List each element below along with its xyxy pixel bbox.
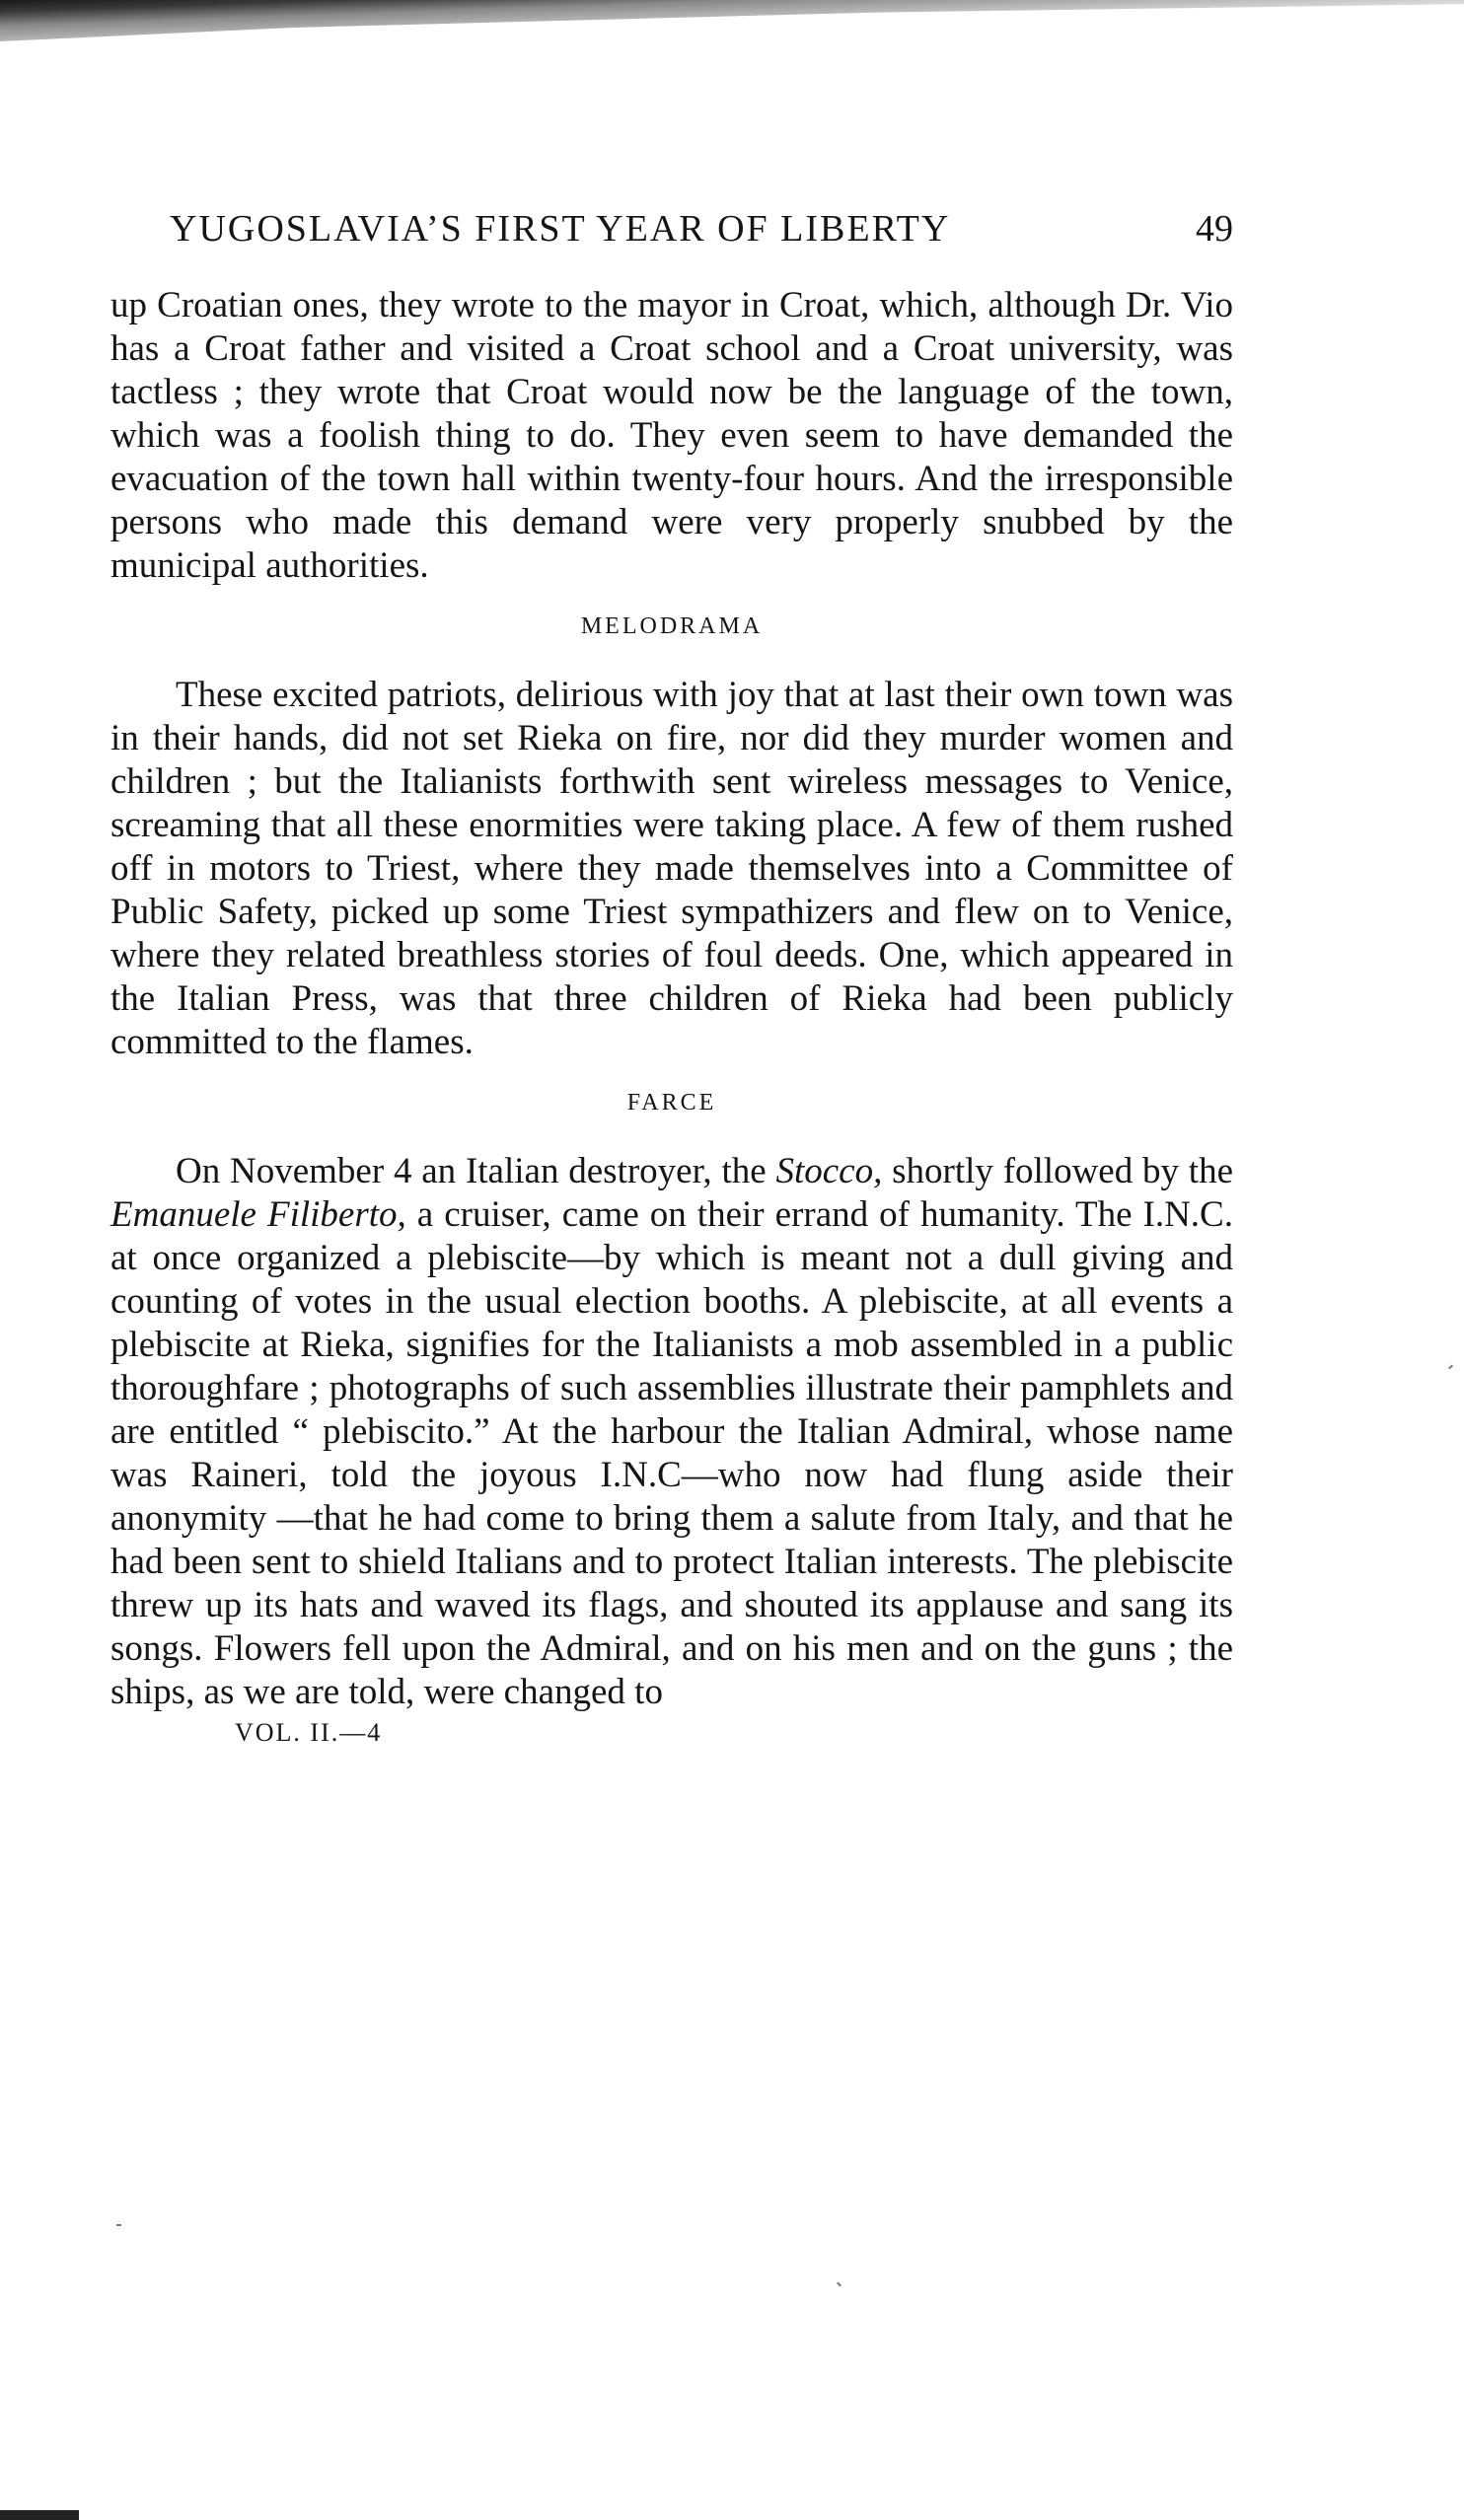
farce-text-start: On November 4 an Italian destroyer, the (176, 1151, 776, 1191)
scan-speck (116, 2224, 121, 2226)
paragraph-continued: up Croatian ones, they wrote to the mayor in Croat, which, although Dr. Vio has a Croat father and visited a Croat school and a Croat university, was tactless ; they wrote that Croat would now be the language of the town, which was a foolish thing to do. They even seem to have demanded the evacuation of the town hall within twenty-four hours. And the irresponsible persons who made this demand were very properly snubbed by the municipal authorities. (110, 285, 1233, 586)
ship-name-emanuele-filiberto: Emanuele Filiberto, (110, 1194, 406, 1235)
scan-edge-shadow (0, 0, 1464, 69)
section-heading-melodrama: MELODRAMA (580, 613, 764, 639)
scan-speck (1448, 1365, 1453, 1370)
paragraph-farce (110, 1150, 1233, 1714)
paragraph-melodrama: These excited patriots, delirious with joy that at last their own town was in their hands, did not set Rieka on fire, nor did they murder women and children ; but the Italianists forthwith sent wireless messages to Venice, screaming that all these enormities were taking place. A few of them rushed off in motors to Triest, where they made themselves into a Committee of Public Safety, picked up some Triest sympathizers and flew on to Venice, where they related breathless stories of foul deeds. One, which appeared in the Italian Press, was that three children of Rieka had been publicly committed to the flames. (110, 675, 1233, 1062)
farce-text-middle: shortly followed by the (882, 1151, 1233, 1191)
ship-name-stocco: Stocco, (775, 1151, 883, 1191)
running-header (110, 207, 1233, 251)
scan-speck (837, 2282, 842, 2287)
scan-edge-bottom (0, 2510, 79, 2520)
signature-mark: VOL. II.—4 (235, 1718, 383, 1747)
section-heading-farce: FARCE (626, 1090, 717, 1116)
running-title: YUGOSLAVIA’S FIRST YEAR OF LIBERTY (170, 208, 951, 250)
page-number: 49 (1196, 208, 1233, 250)
book-page (110, 207, 1233, 1748)
farce-text-end: a cruiser, came on their errand of humanity. The I.N.C. at once organized a plebiscite—by which is meant not a dull giving and counting of votes in the usual election booths. A plebiscite, at all events a plebiscite at Rieka, signifies for the Italianists a mob assembled in a public thoroughfare ; photographs of such assemblies illustrate their pamphlets and are entitled “ plebiscito.” At the harbour the Italian Admiral, whose name was Raineri, told the joyous I.N.C—who now had flung aside their anonymity —that he had come to bring them a salute from Italy, and that he had been sent to shield Italians and to protect Italian interests. The plebiscite threw up its hats and waved its flags, and shouted its applause and sang its songs. Flowers fell upon the Admiral, and on his men and on the guns ; the ships, as we are told, were changed to (110, 1194, 1233, 1712)
